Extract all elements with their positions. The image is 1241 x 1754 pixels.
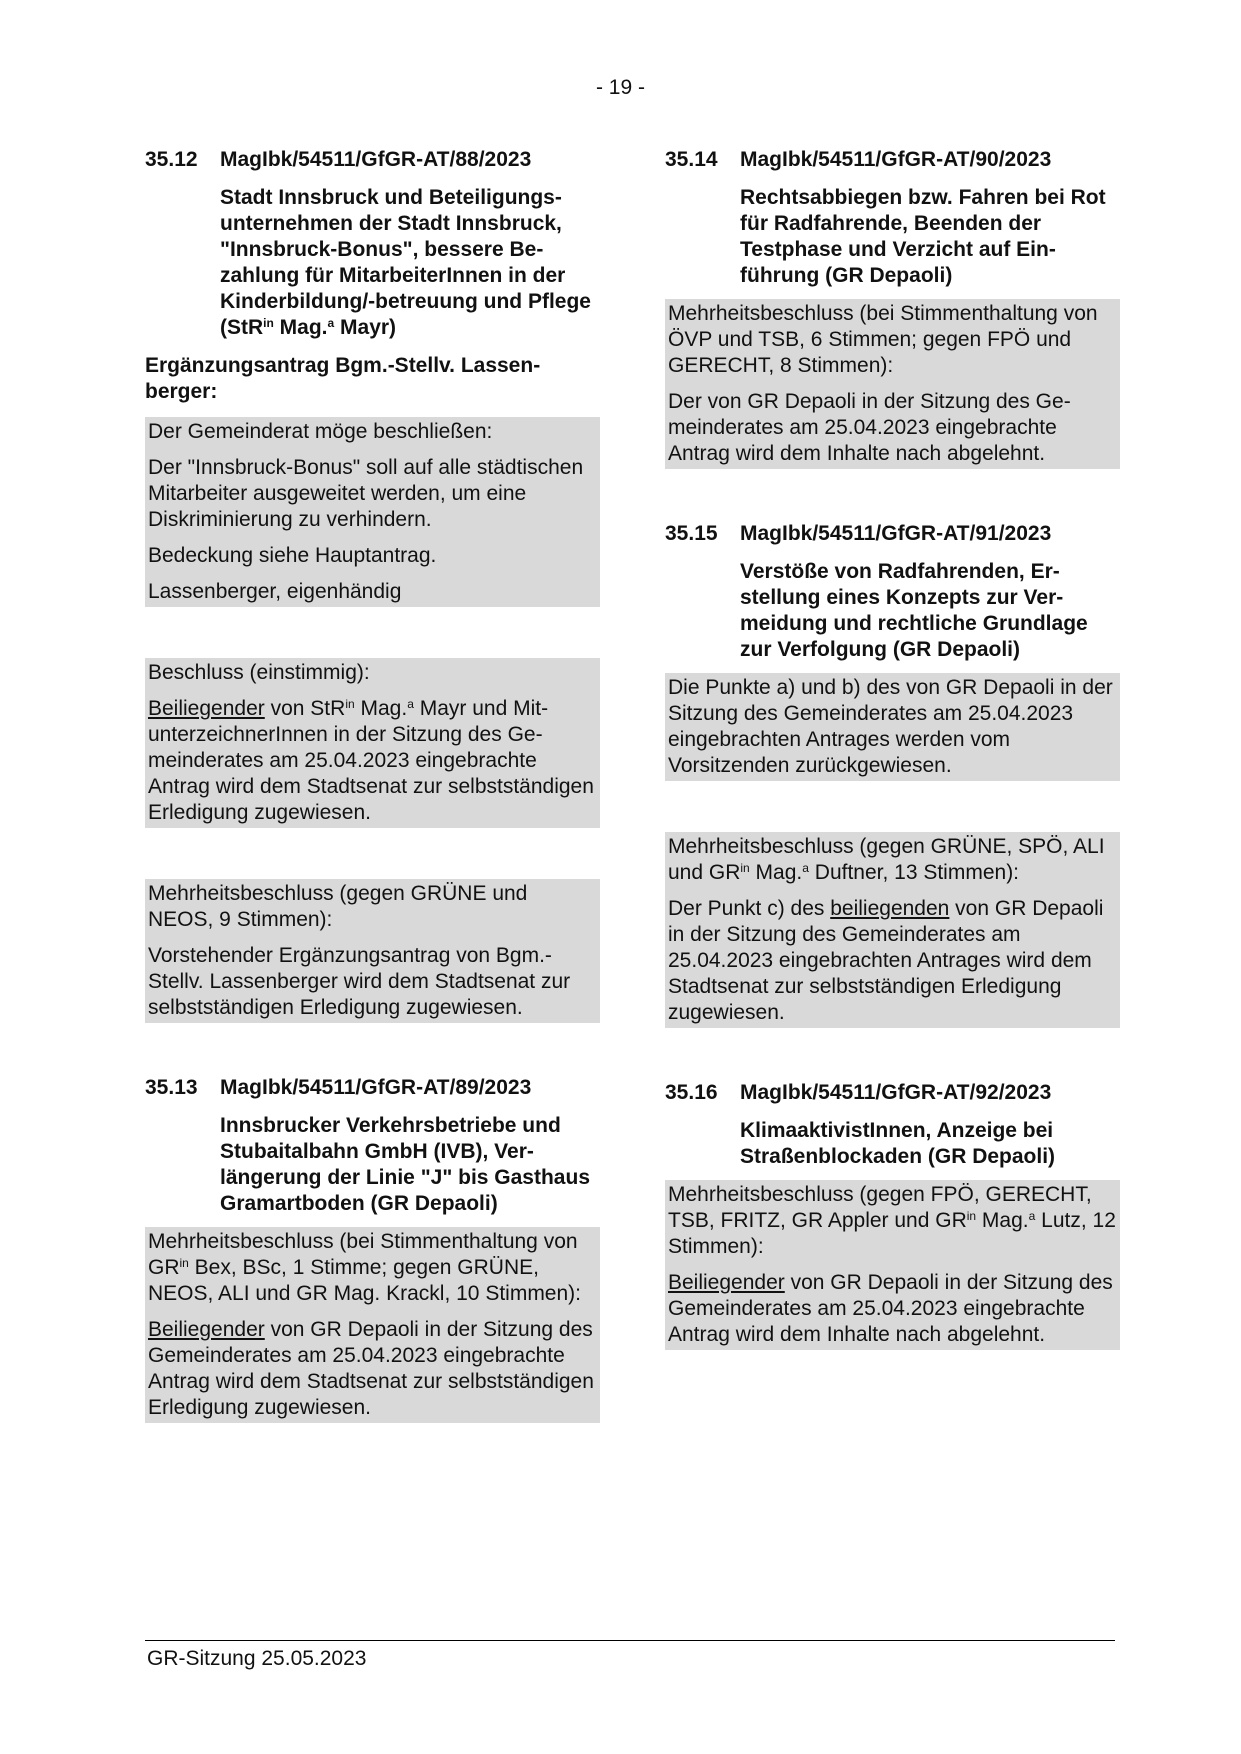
right-column [665, 146, 1120, 1350]
item-reference: MagIbk/54511/GfGR-AT/88/2023 [220, 148, 532, 171]
decision-box [665, 832, 1120, 1028]
left-column [145, 146, 600, 1423]
item-number: 35.13 [145, 1076, 198, 1099]
item-heading [145, 1074, 600, 1101]
decision-label: Mehrheitsbeschluss (gegen FPÖ, GERECHT, TSB, FRITZ, GR Appler und $GR^{in}$ Mag.$^a$ Lutz, 12 Stimmen): [668, 1183, 1116, 1258]
decision-label: Beschluss (einstimmig): [148, 661, 370, 684]
item-title: Innsbrucker Verkehrsbetriebe und Stubaitalbahn GmbH (IVB), Verlängerung der Linie "J" bis Gasthaus Gramartboden (GR Depaoli) [220, 1114, 590, 1215]
item-heading [145, 146, 600, 173]
item-heading [665, 1079, 1120, 1106]
item-reference: MagIbk/54511/GfGR-AT/89/2023 [220, 1076, 532, 1099]
item-heading [665, 146, 1120, 173]
decision-box [145, 1227, 600, 1423]
item-35-14 [665, 146, 1120, 469]
decision-label: Mehrheitsbeschluss (gegen GRÜNE und NEOS, 9 Stimmen): [148, 882, 528, 931]
item-title: KlimaaktivistInnen, Anzeige bei Straßenblockaden (GR Depaoli) [740, 1119, 1056, 1168]
item-heading [665, 520, 1120, 547]
decision-label: Mehrheitsbeschluss (bei Stimmenthaltung von ÖVP und TSB, 6 Stimmen; gegen FPÖ und GERECHT, 8 Stimmen): [668, 302, 1098, 377]
item-35-12 [145, 146, 600, 1023]
item-title: Rechtsabbiegen bzw. Fahren bei Rot für Radfahrende, Beenden der Testphase und Verzicht auf Einführung (GR Depaoli) [740, 186, 1106, 287]
page-number: - 19 - [595, 76, 645, 99]
item-35-15 [665, 520, 1120, 1028]
item-number: 35.14 [665, 148, 718, 171]
item-reference: MagIbk/54511/GfGR-AT/90/2023 [740, 148, 1052, 171]
decision-box [145, 658, 600, 828]
decision-label: Mehrheitsbeschluss (bei Stimmenthaltung von $GR^{in}$ Bex, BSc, 1 Stimme; gegen GRÜNE, NEOS, ALI und GR Mag. Krackl, 10 Stimmen): [148, 1230, 581, 1305]
decision-text: Beiliegender von GR Depaoli in der Sitzung des Gemeinderates am 25.04.2023 eingebrachte Antrag wird dem Stadtsenat zur selbstständigen Erledigung zugewiesen. [148, 1318, 594, 1419]
supplement-heading: Ergänzungsantrag Bgm.-Stellv. Lassenberger: [145, 354, 541, 403]
item-number: 35.12 [145, 148, 198, 171]
item-reference: MagIbk/54511/GfGR-AT/91/2023 [740, 522, 1052, 545]
item-number: 35.16 [665, 1081, 718, 1104]
item-35-13 [145, 1074, 600, 1423]
decision-box [665, 1180, 1120, 1350]
item-title: Stadt Innsbruck und Beteiligungsunternehmen der Stadt Innsbruck, "Innsbruck-Bonus", bessere Bezahlung für MitarbeiterInnen in der Kinderbildung/-betreuung und Pflege (StR$^{in}$ Mag.$^a$ Mayr) [220, 186, 591, 339]
item-number: 35.15 [665, 522, 718, 545]
decision-text: Der von GR Depaoli in der Sitzung des Gemeinderates am 25.04.2023 eingebrachte Antrag wird dem Inhalte nach abgelehnt. [668, 390, 1071, 465]
decision-text: Die Punkte a) und b) des von GR Depaoli in der Sitzung des Gemeinderates am 25.04.2023 eingebrachten Antrages werden vom Vorsitzenden zurückgewiesen. [668, 676, 1113, 777]
decision-label: Mehrheitsbeschluss (gegen GRÜNE, SPÖ, ALI und $GR^{in}$ Mag.$^a$ Duftner, 13 Stimmen): [668, 835, 1105, 884]
decision-text: Der Punkt c) des beiliegenden von GR Depaoli in der Sitzung des Gemeinderates am 25.04.2023 eingebrachten Antrages wird dem Stadtsenat zur selbstständigen Erledigung zugewiesen. [668, 897, 1104, 1024]
decision-box [665, 299, 1120, 469]
decision-box [665, 673, 1120, 781]
decision-text: Beiliegender von GR Depaoli in der Sitzung des Gemeinderates am 25.04.2023 eingebrachte Antrag wird dem Inhalte nach abgelehnt. [668, 1271, 1113, 1346]
decision-text: Vorstehender Ergänzungsantrag von Bgm.-Stellv. Lassenberger wird dem Stadtsenat zur selbstständigen Erledigung zugewiesen. [148, 944, 571, 1019]
item-35-16 [665, 1079, 1120, 1350]
supplement-text-box: Der Gemeinderat möge beschließen: Der "Innsbruck-Bonus" soll auf alle städtischen Mitarbeiter ausgeweitet werden, um eine Diskriminierung zu verhindern. Bedeckung siehe Hauptantrag. Lassenberger, eigenhändig [145, 417, 600, 607]
footer-text: GR-Sitzung 25.05.2023 [147, 1647, 367, 1670]
decision-text: Beiliegender von StR$^{in}$ Mag.$^a$ Mayr und MitunterzeichnerInnen in der Sitzung des Gemeinderates am 25.04.2023 eingebrachte Antrag wird dem Stadtsenat zur selbstständigen Erledigung zugewiesen. [148, 697, 594, 824]
item-reference: MagIbk/54511/GfGR-AT/92/2023 [740, 1081, 1052, 1104]
decision-box [145, 879, 600, 1023]
footer-divider [145, 1640, 1115, 1641]
item-title: Verstöße von Radfahrenden, Erstellung eines Konzepts zur Vermeidung und rechtliche Grundlage zur Verfolgung (GR Depaoli) [740, 560, 1088, 661]
